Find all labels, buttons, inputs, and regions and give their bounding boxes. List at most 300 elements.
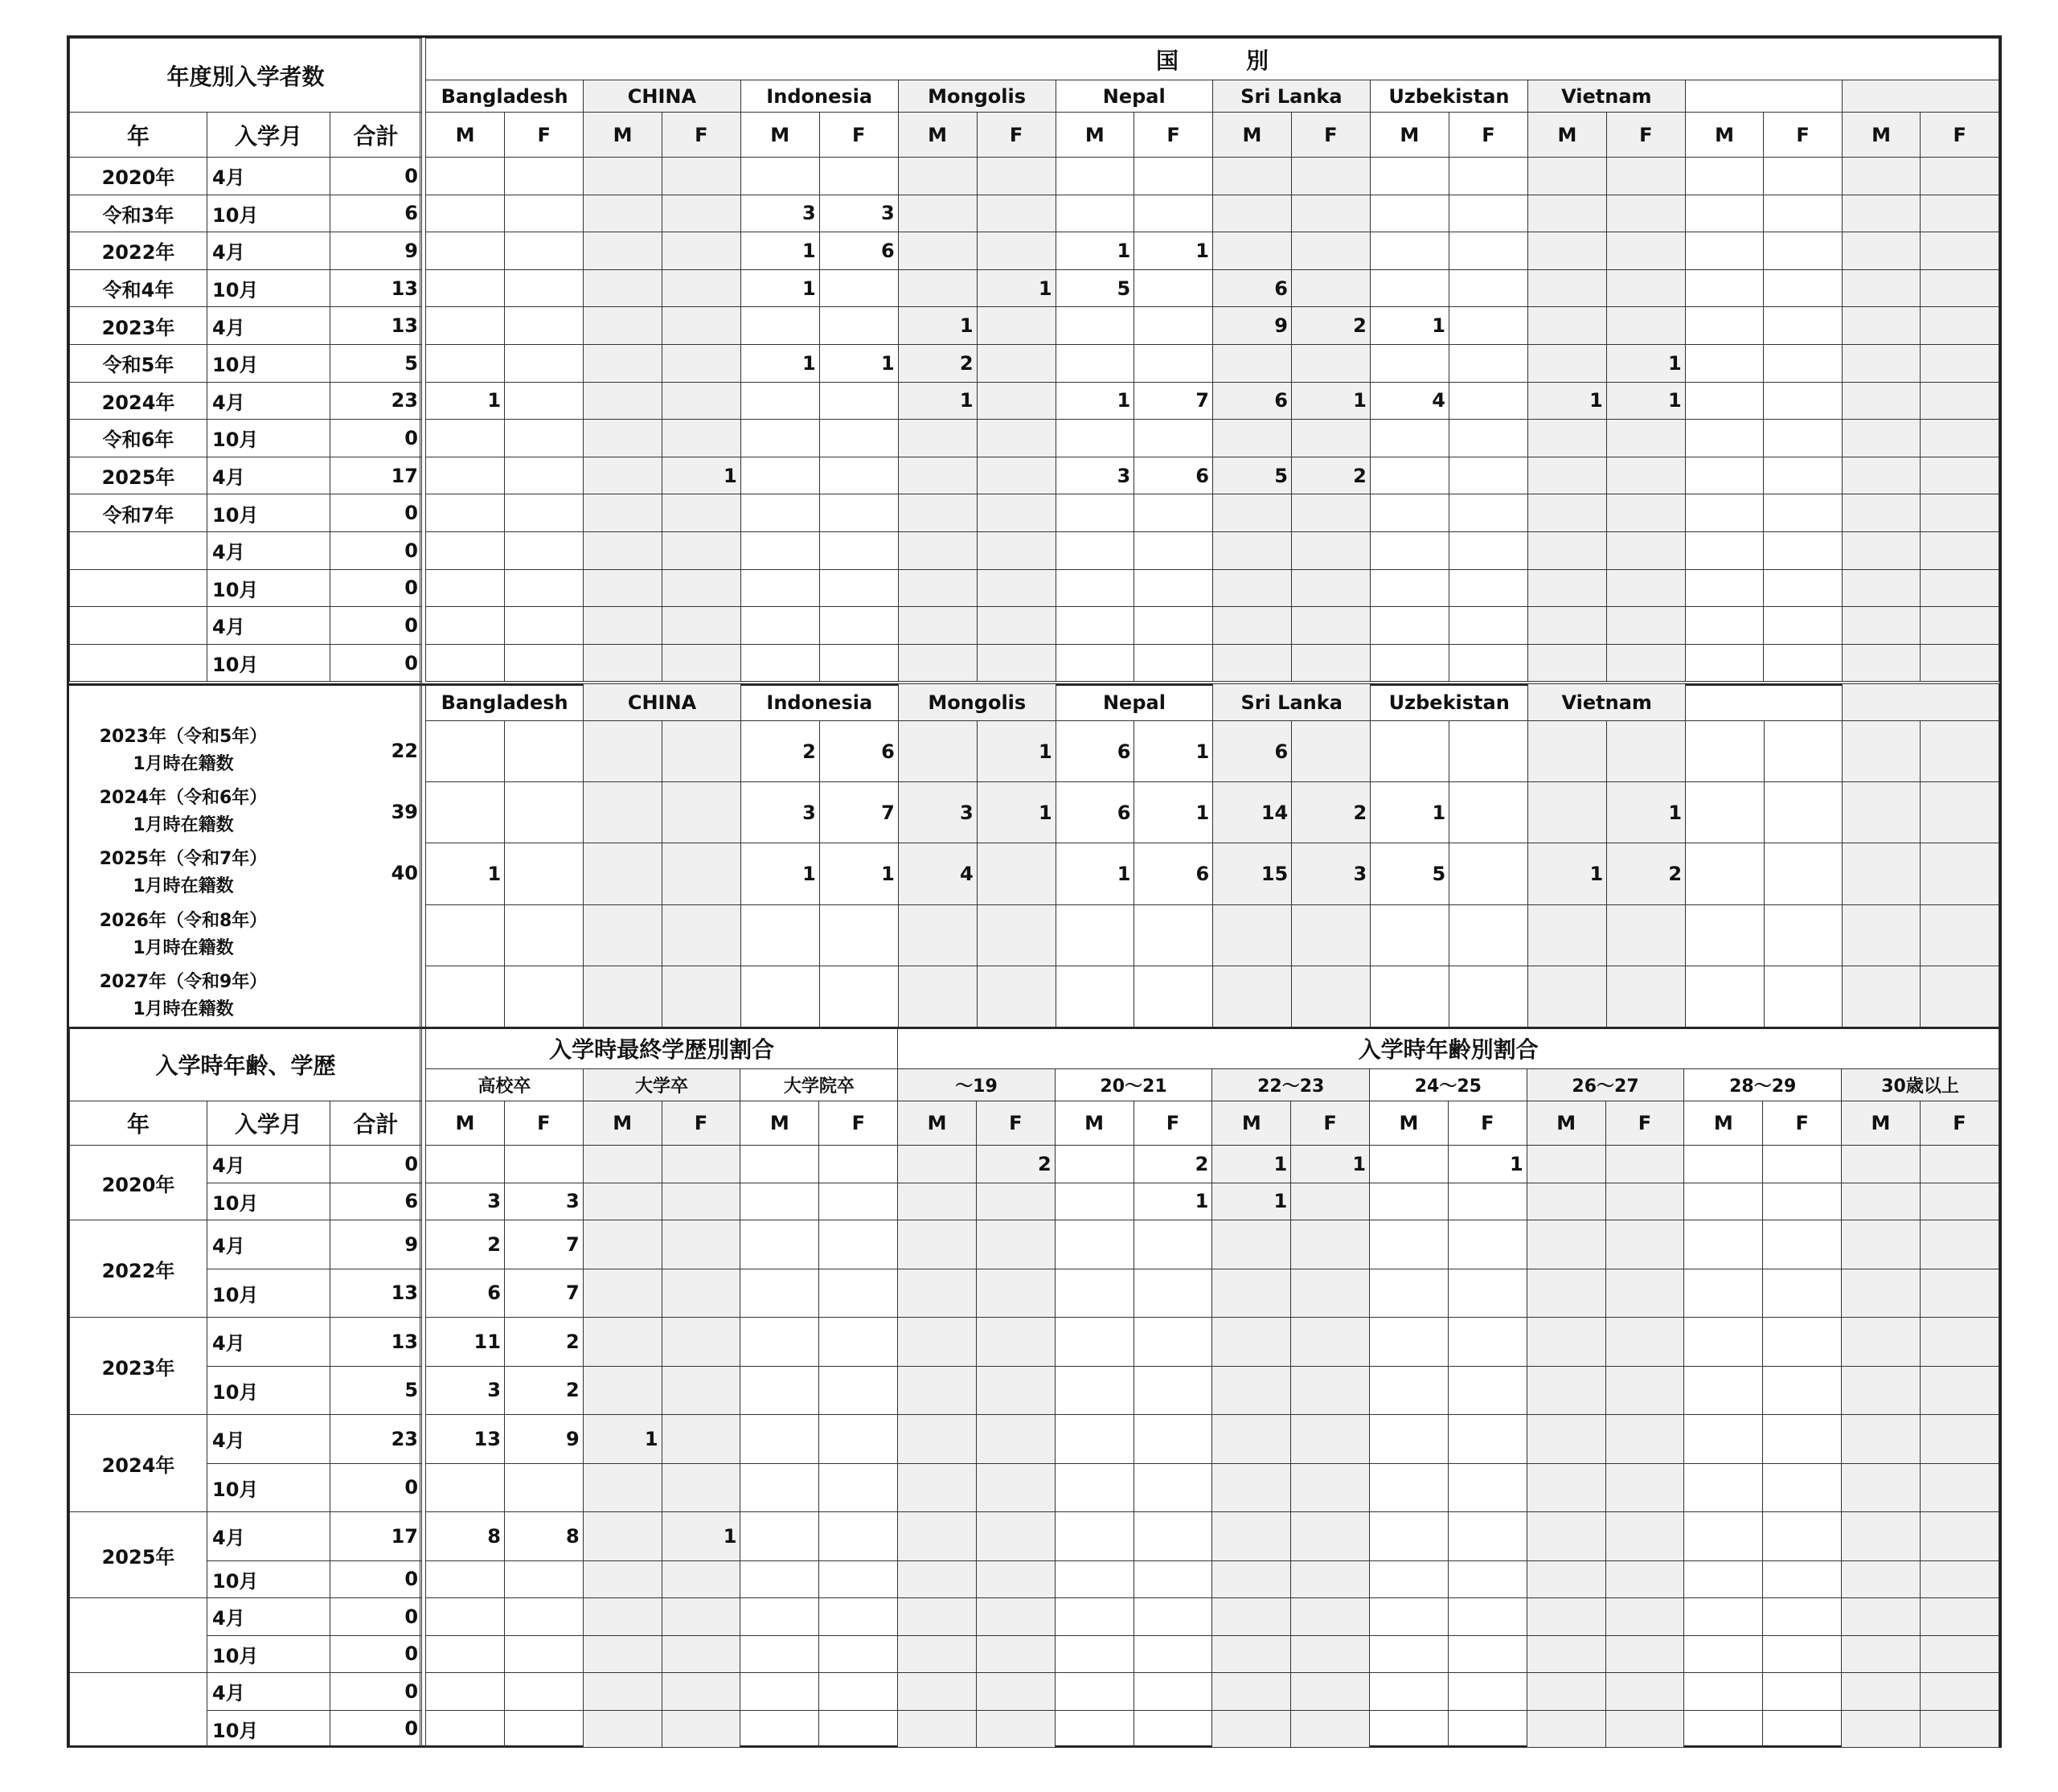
table-row [426, 1220, 1999, 1269]
count-cell [898, 531, 977, 569]
count-cell [1371, 966, 1449, 1027]
count-cell [740, 1463, 819, 1512]
group-name: 30歳以上 [1842, 1069, 1999, 1101]
count-cell [662, 1415, 740, 1464]
count-cell [819, 269, 898, 307]
count-cell [1212, 1269, 1291, 1318]
count-cell [977, 904, 1056, 966]
col-total-header: 合計 [330, 1101, 422, 1146]
count-cell [1212, 1415, 1291, 1464]
count-cell [1764, 843, 1842, 904]
status-label-sub: 1月時在籍数 [133, 876, 234, 897]
count-cell [426, 1710, 505, 1748]
table-row [426, 721, 1999, 782]
status-label [69, 781, 330, 843]
count-cell [1212, 420, 1291, 457]
row-total: 13 [330, 1269, 422, 1318]
count-cell [1056, 307, 1134, 345]
count-cell [1921, 420, 1999, 457]
status-label-year: 2027年（令和9年） [99, 971, 268, 992]
count-cell [584, 721, 662, 782]
count-cell: 1 [662, 1512, 740, 1561]
count-cell [1213, 904, 1292, 966]
count-cell [1055, 1220, 1134, 1269]
count-cell [583, 1366, 662, 1415]
count-cell [1056, 904, 1134, 966]
count-cell [583, 1512, 662, 1561]
count-cell: 2 [898, 344, 977, 382]
country-name [1843, 684, 1999, 721]
table-row [426, 843, 1999, 904]
count-cell [740, 1183, 819, 1220]
count-cell [819, 1415, 898, 1464]
table-row [426, 457, 1999, 494]
count-cell [662, 1146, 740, 1183]
count-cell [505, 158, 584, 195]
count-cell [1764, 904, 1842, 966]
count-cell [1291, 1560, 1370, 1598]
row-month: 10月 [207, 269, 330, 307]
count-cell [504, 1463, 583, 1512]
count-cell [819, 158, 898, 195]
count-cell [1449, 721, 1528, 782]
count-cell [1370, 1512, 1449, 1561]
table-row [426, 966, 1999, 1027]
count-cell [1763, 1366, 1842, 1415]
count-cell: 1 [1134, 1183, 1212, 1220]
count-cell [1685, 569, 1764, 607]
count-cell [1056, 607, 1134, 645]
row-month: 4月 [207, 1318, 330, 1367]
row-month: 10月 [207, 1269, 330, 1318]
count-cell [740, 607, 819, 645]
country-name: Indonesia [740, 684, 898, 721]
count-cell [1842, 457, 1921, 494]
row-total: 0 [330, 607, 422, 645]
count-cell [898, 1635, 977, 1673]
count-cell [819, 1598, 898, 1636]
count-cell [1056, 569, 1134, 607]
count-cell [1370, 1560, 1449, 1598]
country-header: 国 別 [426, 39, 1999, 80]
count-cell [819, 382, 898, 420]
count-cell [1842, 344, 1921, 382]
count-cell [819, 1635, 898, 1673]
count-cell [1291, 1512, 1370, 1561]
count-cell [1842, 1415, 1921, 1464]
count-cell [662, 1598, 740, 1636]
count-cell [1763, 1318, 1842, 1367]
count-cell [1055, 1318, 1134, 1367]
row-month: 10月 [207, 1183, 330, 1220]
count-cell [977, 644, 1056, 682]
count-cell [426, 232, 505, 270]
count-cell [1449, 195, 1527, 232]
count-cell: 1 [1291, 382, 1370, 420]
count-cell [505, 420, 584, 457]
count-cell: 7 [504, 1269, 583, 1318]
count-cell [819, 1146, 898, 1183]
count-cell [1764, 307, 1843, 345]
count-cell [1291, 1415, 1370, 1464]
count-cell: 1 [740, 232, 819, 270]
count-cell [1920, 1673, 1999, 1711]
col-total-header: 合計 [330, 113, 422, 158]
table-row [426, 307, 1999, 345]
count-cell [1842, 494, 1921, 532]
status-total [330, 904, 421, 966]
count-cell [740, 644, 819, 682]
count-cell [1842, 1710, 1921, 1748]
count-cell [583, 1635, 662, 1673]
count-cell [740, 1512, 819, 1561]
group-name: 28～29 [1684, 1069, 1842, 1101]
count-cell [662, 1463, 740, 1512]
count-cell: 1 [662, 457, 740, 494]
count-cell [977, 344, 1056, 382]
count-cell [1685, 307, 1764, 345]
count-cell [819, 457, 898, 494]
count-cell [1763, 1146, 1842, 1183]
gender-header: M [740, 113, 819, 158]
count-cell [426, 1463, 505, 1512]
row-total: 13 [330, 307, 422, 345]
row-total: 0 [330, 569, 422, 607]
count-cell [1371, 721, 1449, 782]
gender-header: F [1134, 1101, 1212, 1146]
row-month: 4月 [207, 382, 330, 420]
gender-header: F [819, 1101, 898, 1146]
table-row [426, 904, 1999, 966]
count-cell [1605, 1183, 1684, 1220]
count-cell [1449, 382, 1527, 420]
gender-header: F [505, 113, 584, 158]
count-cell [1764, 269, 1843, 307]
table-row [69, 781, 421, 843]
count-cell [1842, 607, 1921, 645]
row-total: 17 [330, 1512, 422, 1561]
count-cell [505, 644, 584, 682]
count-cell [1606, 494, 1685, 532]
count-cell [1686, 843, 1764, 904]
count-cell [505, 966, 584, 1027]
count-cell [504, 1710, 583, 1748]
count-cell [662, 232, 740, 270]
country-name: Indonesia [740, 80, 898, 113]
count-cell [426, 494, 505, 532]
row-month: 10月 [207, 494, 330, 532]
count-cell [1448, 1220, 1527, 1269]
count-cell: 2 [426, 1220, 505, 1269]
count-cell [504, 1560, 583, 1598]
count-cell [976, 1710, 1055, 1748]
count-cell [819, 307, 898, 345]
edu-header: 入学時最終学歴別割合 [426, 1027, 898, 1069]
count-cell: 1 [583, 1415, 662, 1464]
count-cell [1921, 344, 1999, 382]
count-cell [1449, 607, 1527, 645]
count-cell [977, 158, 1056, 195]
count-cell: 3 [1292, 843, 1371, 904]
count-cell [1921, 721, 1999, 782]
enrollment-status-section [69, 683, 1999, 1027]
count-cell [819, 607, 898, 645]
count-cell [976, 1183, 1055, 1220]
count-cell [1686, 782, 1764, 843]
count-cell [426, 531, 505, 569]
count-cell [1449, 569, 1527, 607]
count-cell [1842, 1560, 1921, 1598]
count-cell: 6 [1056, 721, 1134, 782]
count-cell [1842, 1146, 1921, 1183]
count-cell [505, 382, 584, 420]
count-cell [1212, 531, 1291, 569]
count-cell [1920, 1512, 1999, 1561]
group-name: 大学卒 [583, 1069, 740, 1101]
count-cell [662, 494, 740, 532]
row-total: 13 [330, 269, 422, 307]
row-month: 10月 [207, 420, 330, 457]
gender-header: M [1684, 1101, 1763, 1146]
count-cell [1291, 420, 1370, 457]
count-cell [583, 1183, 662, 1220]
count-cell [977, 607, 1056, 645]
count-cell: 1 [1056, 843, 1134, 904]
count-cell [1370, 1710, 1449, 1748]
count-cell: 5 [1371, 843, 1449, 904]
table-row [70, 1220, 422, 1269]
gender-header: F [1448, 1101, 1527, 1146]
row-total: 6 [330, 1183, 422, 1220]
country-name: CHINA [584, 684, 741, 721]
table-row [70, 1146, 422, 1183]
gender-header: M [426, 113, 505, 158]
count-cell [584, 232, 662, 270]
count-cell: 1 [426, 843, 505, 904]
count-cell [504, 1673, 583, 1711]
count-cell: 1 [1527, 382, 1606, 420]
count-cell [1921, 457, 1999, 494]
count-cell [977, 457, 1056, 494]
count-cell: 1 [1606, 382, 1685, 420]
count-cell [1449, 344, 1527, 382]
count-cell [505, 344, 584, 382]
gender-header: F [1920, 1101, 1999, 1146]
count-cell [1134, 420, 1213, 457]
gender-header: M [1055, 1101, 1134, 1146]
count-cell [505, 721, 584, 782]
count-cell [1527, 644, 1606, 682]
gender-header: M [584, 113, 662, 158]
count-cell [1605, 1598, 1684, 1636]
count-cell [1291, 1598, 1370, 1636]
status-label-year: 2025年（令和7年） [99, 849, 268, 870]
count-cell [898, 644, 977, 682]
count-cell [1134, 195, 1213, 232]
count-cell [1212, 1463, 1291, 1512]
country-name: Mongolis [898, 684, 1056, 721]
row-total: 0 [330, 1598, 422, 1636]
count-cell [505, 457, 584, 494]
count-cell [1370, 1463, 1449, 1512]
table-row [70, 382, 422, 420]
table-row [426, 1560, 1999, 1598]
count-cell [1212, 644, 1291, 682]
count-cell [1212, 232, 1291, 270]
count-cell [1134, 307, 1213, 345]
count-cell [1449, 457, 1527, 494]
count-cell [504, 1635, 583, 1673]
count-cell: 2 [504, 1366, 583, 1415]
row-total: 0 [330, 1146, 422, 1183]
count-cell [1685, 644, 1764, 682]
count-cell [1606, 644, 1685, 682]
count-cell [1920, 1146, 1999, 1183]
table-row [70, 1673, 422, 1711]
count-cell [1527, 569, 1606, 607]
table-row [70, 195, 422, 232]
count-cell: 14 [1213, 782, 1292, 843]
count-cell [1606, 269, 1685, 307]
count-cell [1291, 158, 1370, 195]
count-cell [584, 782, 662, 843]
count-cell [1134, 1318, 1212, 1367]
table-row [426, 158, 1999, 195]
count-cell [1606, 307, 1685, 345]
count-cell [740, 457, 819, 494]
count-cell [1527, 232, 1606, 270]
row-month: 4月 [207, 457, 330, 494]
row-month: 10月 [207, 1635, 330, 1673]
count-cell [1370, 607, 1449, 645]
country-name: Uzbekistan [1371, 684, 1528, 721]
count-cell [662, 644, 740, 682]
status-country-table [425, 683, 1999, 1027]
count-cell [1605, 1710, 1684, 1748]
count-cell [1920, 1635, 1999, 1673]
count-cell [740, 1318, 819, 1367]
row-total: 0 [330, 1635, 422, 1673]
count-cell [662, 1560, 740, 1598]
count-cell [1843, 782, 1921, 843]
count-cell [1605, 1415, 1684, 1464]
count-cell [1763, 1220, 1842, 1269]
row-month: 10月 [207, 569, 330, 607]
row-month: 4月 [207, 607, 330, 645]
count-cell [1605, 1220, 1684, 1269]
count-cell [898, 904, 977, 966]
country-name: Vietnam [1528, 684, 1686, 721]
count-cell [1134, 531, 1213, 569]
count-cell [505, 195, 584, 232]
count-cell [1921, 966, 1999, 1027]
count-cell [1842, 1598, 1921, 1636]
count-cell [1449, 494, 1527, 532]
count-cell [1056, 195, 1134, 232]
count-cell [898, 966, 977, 1027]
count-cell [1134, 1269, 1212, 1318]
count-cell [1842, 382, 1921, 420]
country-name: Bangladesh [426, 684, 584, 721]
status-label [69, 843, 330, 904]
gender-header: F [662, 113, 740, 158]
count-cell [976, 1220, 1055, 1269]
count-cell [1842, 1673, 1921, 1711]
count-cell: 1 [1134, 782, 1213, 843]
count-cell [1605, 1366, 1684, 1415]
count-cell [977, 195, 1056, 232]
count-cell [1213, 966, 1292, 1027]
count-cell [1527, 1598, 1605, 1636]
count-cell [1448, 1463, 1527, 1512]
count-cell: 1 [1056, 232, 1134, 270]
count-cell [1448, 1318, 1527, 1367]
count-cell [426, 420, 505, 457]
count-cell [583, 1598, 662, 1636]
table-row [70, 1318, 422, 1367]
count-cell [584, 269, 662, 307]
count-cell: 13 [426, 1415, 505, 1464]
table-row [70, 1415, 422, 1464]
count-cell [1449, 644, 1527, 682]
count-cell [819, 1366, 898, 1415]
row-total: 0 [330, 1673, 422, 1711]
count-cell [1606, 607, 1685, 645]
count-cell [1527, 420, 1606, 457]
count-cell [1527, 1463, 1605, 1512]
count-cell [1448, 1598, 1527, 1636]
count-cell [1685, 531, 1764, 569]
count-cell [740, 382, 819, 420]
gender-header: F [976, 1101, 1055, 1146]
count-cell [584, 195, 662, 232]
count-cell: 1 [1056, 382, 1134, 420]
count-cell [819, 1269, 898, 1318]
count-cell [1291, 344, 1370, 382]
row-total: 13 [330, 1318, 422, 1367]
count-cell [1448, 1635, 1527, 1673]
gender-header: M [1212, 113, 1291, 158]
count-cell: 2 [976, 1146, 1055, 1183]
count-cell: 1 [740, 344, 819, 382]
count-cell [1605, 1146, 1684, 1183]
count-cell: 2 [1291, 307, 1370, 345]
count-cell [1685, 158, 1764, 195]
count-cell [1764, 457, 1843, 494]
count-cell [1370, 195, 1449, 232]
count-cell [1764, 569, 1843, 607]
enrollment-sheet [67, 35, 2002, 1748]
count-cell [584, 382, 662, 420]
count-cell [505, 569, 584, 607]
count-cell [1920, 1598, 1999, 1636]
count-cell [1685, 344, 1764, 382]
table-row [426, 1463, 1999, 1512]
count-cell: 1 [1528, 843, 1607, 904]
count-cell [426, 269, 505, 307]
count-cell [740, 1560, 819, 1598]
count-cell: 9 [504, 1415, 583, 1464]
count-cell: 1 [898, 307, 977, 345]
count-cell [1921, 904, 1999, 966]
row-year: 2022年 [70, 232, 207, 270]
count-cell: 1 [977, 782, 1056, 843]
count-cell [1370, 1146, 1449, 1183]
count-cell [1528, 721, 1607, 782]
count-cell [662, 1635, 740, 1673]
count-cell [1843, 721, 1921, 782]
row-total: 0 [330, 1463, 422, 1512]
